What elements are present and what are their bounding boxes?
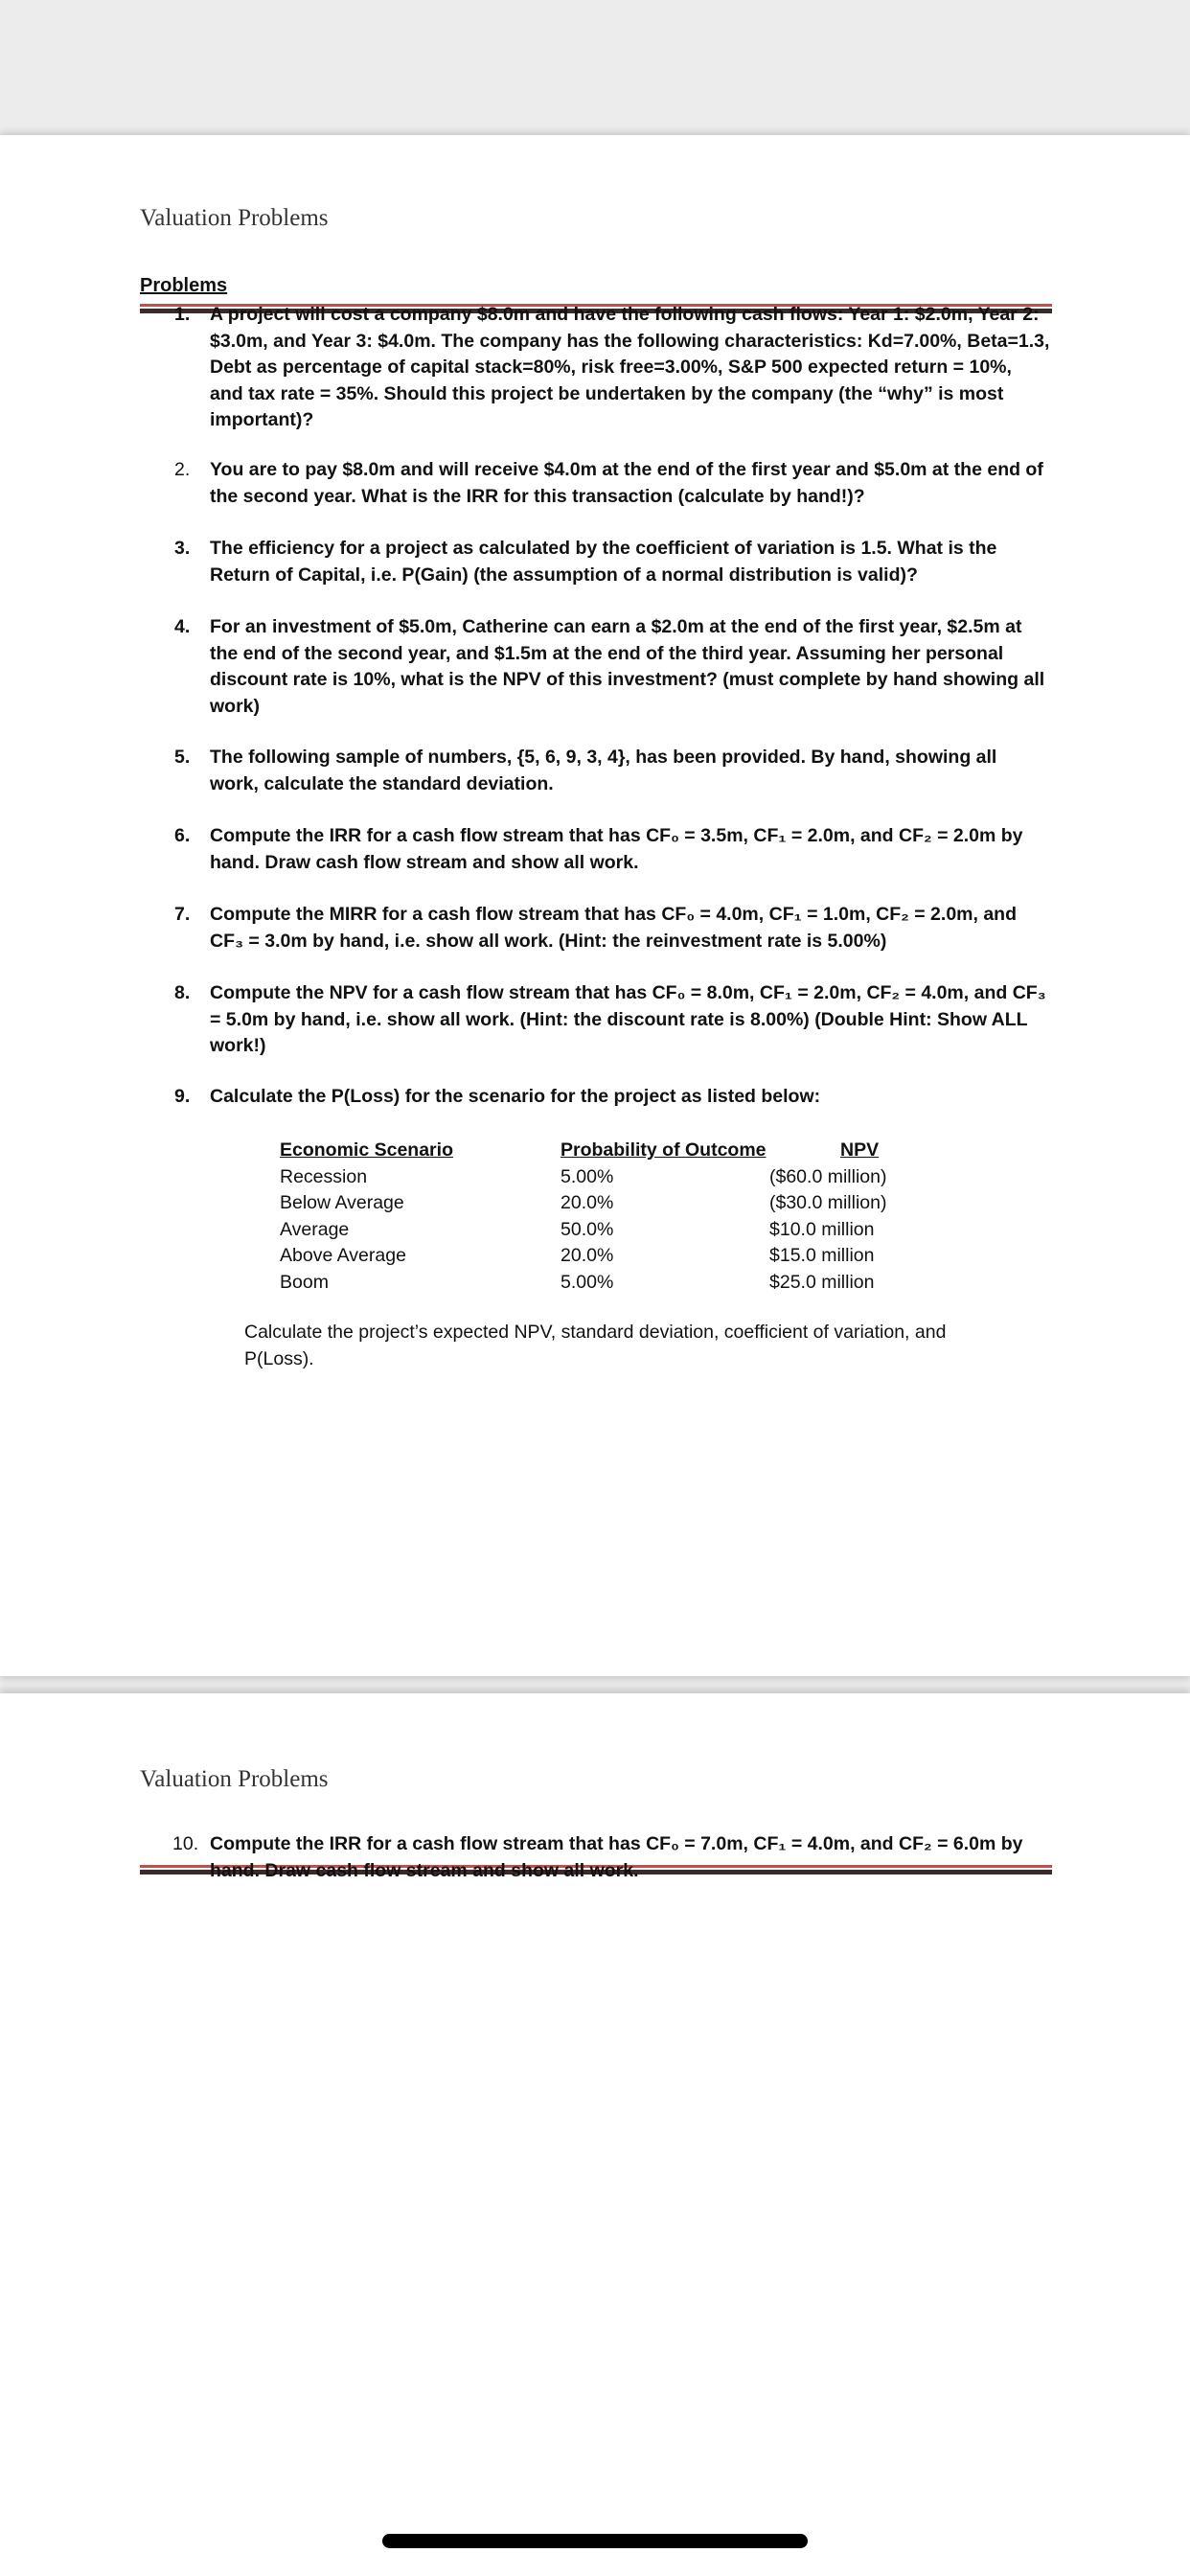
- problem-text: A project will cost a company $8.0m and have the following cash flows: Year 1: $2.0m, Year 2: $3.0m, and Year 3: $4.0m. The company has the following characteristics: Kd=7.00%, Beta=1.3, Debt as percentage of capital stack=80%, risk free=3.00%, S&P 500 expected return = 10%, and tax rate = 35%. Should this project be undertaken by the company (the “why” is most important)?: [210, 304, 1050, 430]
- probability-cell: 5.00%: [561, 1271, 614, 1293]
- section-label: Problems: [140, 275, 228, 296]
- page-header: [140, 1765, 1052, 1794]
- table-row: [280, 1243, 994, 1270]
- page-header: [140, 204, 1052, 233]
- problem-item-2: [140, 457, 1050, 510]
- problem-number: 1.: [174, 304, 191, 325]
- table-header-row: [280, 1138, 994, 1164]
- header-title: Valuation Problems: [140, 1766, 329, 1792]
- scenario-cell: Above Average: [280, 1245, 406, 1266]
- header-npv: NPV: [840, 1139, 880, 1161]
- table-row: [280, 1217, 994, 1244]
- problem-item-3: [140, 536, 1050, 588]
- problem-text: Compute the IRR for a cash flow stream that has CF₀ = 7.0m, CF₁ = 4.0m, and CF₂ = 6.0m by hand. Draw cash flow stream and show all work.: [210, 1833, 1023, 1881]
- problem-number: 5.: [174, 747, 191, 768]
- scenario-cell: Below Average: [280, 1192, 404, 1213]
- problem-item-6: [140, 823, 1050, 876]
- problem-item-9: [140, 1084, 820, 1111]
- header-title: Valuation Problems: [140, 205, 329, 231]
- problem-text: The efficiency for a project as calculated by the coefficient of variation is 1.5. What is the Return of Capital, i.e. P(Gain) (the assumption of a normal distribution is valid)?: [210, 538, 997, 586]
- header-economic-scenario: Economic Scenario: [280, 1139, 453, 1161]
- problem-text: Compute the MIRR for a cash flow stream that has CF₀ = 4.0m, CF₁ = 1.0m, CF₂ = 2.0m, and CF₃ = 3.0m by hand, i.e. show all work. (Hint: the reinvestment rate is 5.00%): [210, 904, 1018, 952]
- problem-item-7: [140, 902, 1050, 954]
- problem-text: For an investment of $5.0m, Catherine can earn a $2.0m at the end of the first year, $2.5m at the end of the second year, and $1.5m at the end of the third year. Assuming her personal discount rate is 10%, what is the NPV of this investment? (must complete by hand showing all work): [210, 616, 1045, 717]
- probability-cell: 5.00%: [561, 1165, 614, 1187]
- npv-cell: $15.0 million: [769, 1245, 875, 1266]
- document-page-2: [0, 1693, 1190, 2576]
- problem-item-1: [140, 302, 1050, 434]
- problem-text: Compute the IRR for a cash flow stream that has CF₀ = 3.5m, CF₁ = 2.0m, and CF₂ = 2.0m by hand. Draw cash flow stream and show all work.: [210, 825, 1023, 873]
- scenario-cell: Average: [280, 1218, 350, 1240]
- scenario-cell: Boom: [280, 1271, 329, 1293]
- npv-cell: ($60.0 million): [769, 1165, 887, 1187]
- problem-number: 8.: [174, 982, 191, 1003]
- probability-cell: 20.0%: [561, 1245, 614, 1266]
- problem-number: 6.: [174, 825, 191, 846]
- problem-number: 3.: [174, 538, 191, 559]
- problem-text: Calculate the P(Loss) for the scenario for the project as listed below:: [210, 1086, 821, 1107]
- problem-text: Compute the NPV for a cash flow stream that has CF₀ = 8.0m, CF₁ = 2.0m, CF₂ = 4.0m, and CF₃ = 5.0m by hand, i.e. show all work. (Hint: the discount rate is 8.00%) (Double Hint: Show ALL work!): [210, 982, 1046, 1056]
- scenario-cell: Recession: [280, 1165, 368, 1187]
- problem-number: 10.: [172, 1833, 199, 1854]
- problem-text: You are to pay $8.0m and will receive $4.0m at the end of the first year and $5.0m at the end of the second year. What is the IRR for this transaction (calculate by hand!)?: [210, 459, 1043, 507]
- table-row: [280, 1270, 994, 1297]
- problem-number: 2.: [174, 459, 191, 480]
- problem-number: 4.: [174, 616, 191, 637]
- probability-cell: 50.0%: [561, 1218, 614, 1240]
- problem-item-8: [140, 980, 1050, 1060]
- document-page-1: [0, 135, 1190, 1676]
- home-indicator[interactable]: [382, 2534, 808, 2548]
- header-probability: Probability of Outcome: [561, 1139, 767, 1161]
- problem-item-4: [140, 614, 1050, 720]
- probability-cell: 20.0%: [561, 1192, 614, 1213]
- scenario-table: [280, 1138, 994, 1296]
- table-row: [280, 1164, 994, 1191]
- npv-cell: ($30.0 million): [769, 1192, 887, 1213]
- problem-item-5: [140, 745, 1050, 797]
- problem-text: The following sample of numbers, {5, 6, 9, 3, 4}, has been provided. By hand, showing all work, calculate the standard deviation.: [210, 747, 997, 794]
- npv-cell: $25.0 million: [769, 1271, 875, 1293]
- problem-number: 7.: [174, 904, 191, 925]
- problem-number: 9.: [174, 1086, 191, 1107]
- followup-text: Calculate the project’s expected NPV, standard deviation, coefficient of variation, and P(Loss).: [244, 1322, 947, 1369]
- problem-item-10: [140, 1831, 1050, 1884]
- npv-cell: $10.0 million: [769, 1218, 875, 1240]
- table-row: [280, 1190, 994, 1217]
